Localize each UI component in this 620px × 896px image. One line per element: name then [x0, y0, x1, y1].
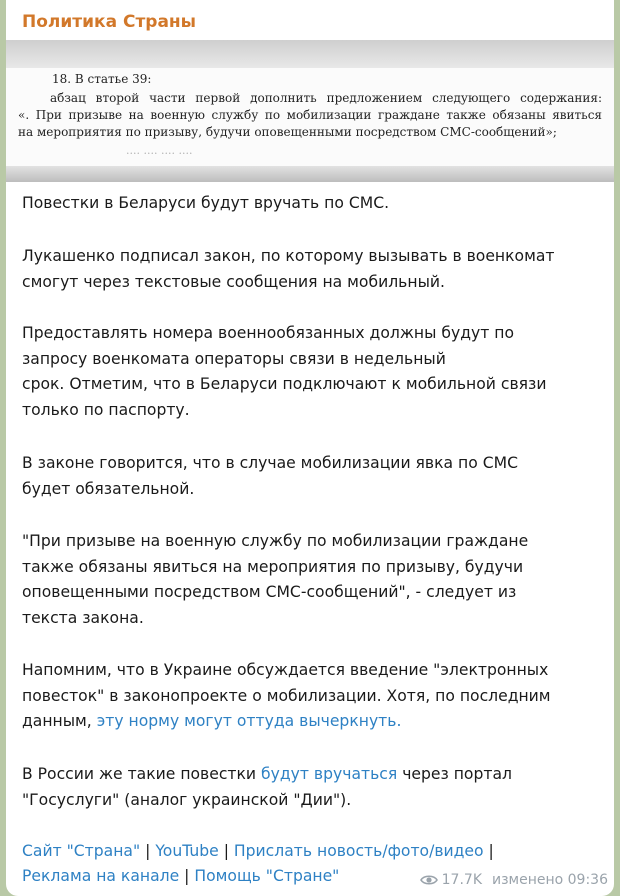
text-line: Предоставлять номера военнообязанных должны будут по — [22, 324, 514, 342]
text-line: оповещенными посредством СМС-сообщений", - следует из — [22, 583, 517, 601]
doc-line-faded: .... .... .... .... — [126, 144, 193, 157]
text-line: смогут через текстовые сообщения на мобильный. — [22, 272, 445, 291]
text-line: также обязаны явиться на мероприятия по призыву, будучи — [22, 557, 524, 576]
doc-line: на мероприятия по призыву, будучи оповещенными посредством СМС-сообщений»; — [18, 125, 557, 139]
footer-links-row-1 — [22, 839, 494, 865]
paragraph-7 — [22, 762, 512, 813]
help-link[interactable]: Помощь "Стране" — [194, 867, 340, 885]
text-segment: через портал — [397, 765, 512, 783]
edited-timestamp: изменено 09:36 — [492, 872, 608, 888]
doc-line: «. При призыве на военную службу по мобилизации граждане также обязаны явиться — [18, 108, 602, 122]
separator: | — [179, 867, 195, 885]
document-image[interactable] — [6, 40, 614, 182]
text-line — [22, 709, 551, 735]
text-line: только по паспорту. — [22, 400, 190, 419]
text-line: Напомним, что в Украине обсуждается введение "электронных — [22, 661, 549, 679]
blur-band-top — [6, 40, 614, 68]
youtube-link[interactable]: YouTube — [155, 842, 219, 860]
text-line: текста закона. — [22, 608, 144, 627]
paragraph-5 — [22, 529, 528, 631]
message-meta — [420, 872, 608, 888]
text-line: Повестки в Беларуси будут вручать по СМС. — [22, 194, 390, 212]
text-segment: данным, — [22, 712, 97, 730]
doc-line: 18. В статье 39: — [52, 72, 152, 86]
separator: | — [140, 842, 156, 860]
doc-line: абзац второй части первой дополнить предложением следующего содержания: — [50, 91, 602, 105]
footer-links-row-2 — [22, 864, 339, 890]
text-line: Лукашенко подписал закон, по которому вызывать в военкомат — [22, 247, 555, 265]
paragraph-1 — [22, 191, 389, 217]
separator: | — [218, 842, 234, 860]
text-line: будет обязательной. — [22, 479, 195, 498]
separator: | — [483, 842, 494, 860]
view-count: 17.7K — [441, 872, 482, 888]
text-line: срок. Отметим, что в Беларуси подключают к мобильной связи — [22, 375, 547, 393]
text-line — [22, 762, 512, 788]
text-segment: В России же такие повестки — [22, 765, 262, 783]
paragraph-3 — [22, 321, 546, 423]
text-line: "Госуслуги" (аналог украинской "Дии"). — [22, 790, 352, 809]
send-news-link[interactable]: Прислать новость/фото/видео — [233, 842, 484, 860]
text-line: повесток" в законопроекте о мобилизации. Хотя, по последним — [22, 686, 551, 705]
eye-icon — [420, 874, 438, 886]
text-line: "При призыве на военную службу по мобилизации граждане — [22, 532, 529, 550]
site-link[interactable]: Сайт "Страна" — [22, 842, 141, 860]
blur-band-bottom — [6, 166, 614, 182]
text-line: В законе говорится, что в случае мобилизации явка по СМС — [22, 454, 518, 472]
channel-name[interactable]: Политика Страны — [22, 12, 197, 32]
inline-link-strike-norm[interactable]: эту норму могут оттуда вычеркнуть. — [96, 712, 402, 730]
paragraph-4 — [22, 451, 518, 502]
paragraph-2 — [22, 244, 555, 295]
ads-link[interactable]: Реклама на канале — [22, 867, 180, 885]
message-bubble — [6, 0, 614, 896]
inline-link-will-be-delivered[interactable]: будут вручаться — [261, 765, 398, 783]
paragraph-6 — [22, 658, 551, 735]
text-line: запросу военкомата операторы связи в недельный — [22, 349, 446, 368]
